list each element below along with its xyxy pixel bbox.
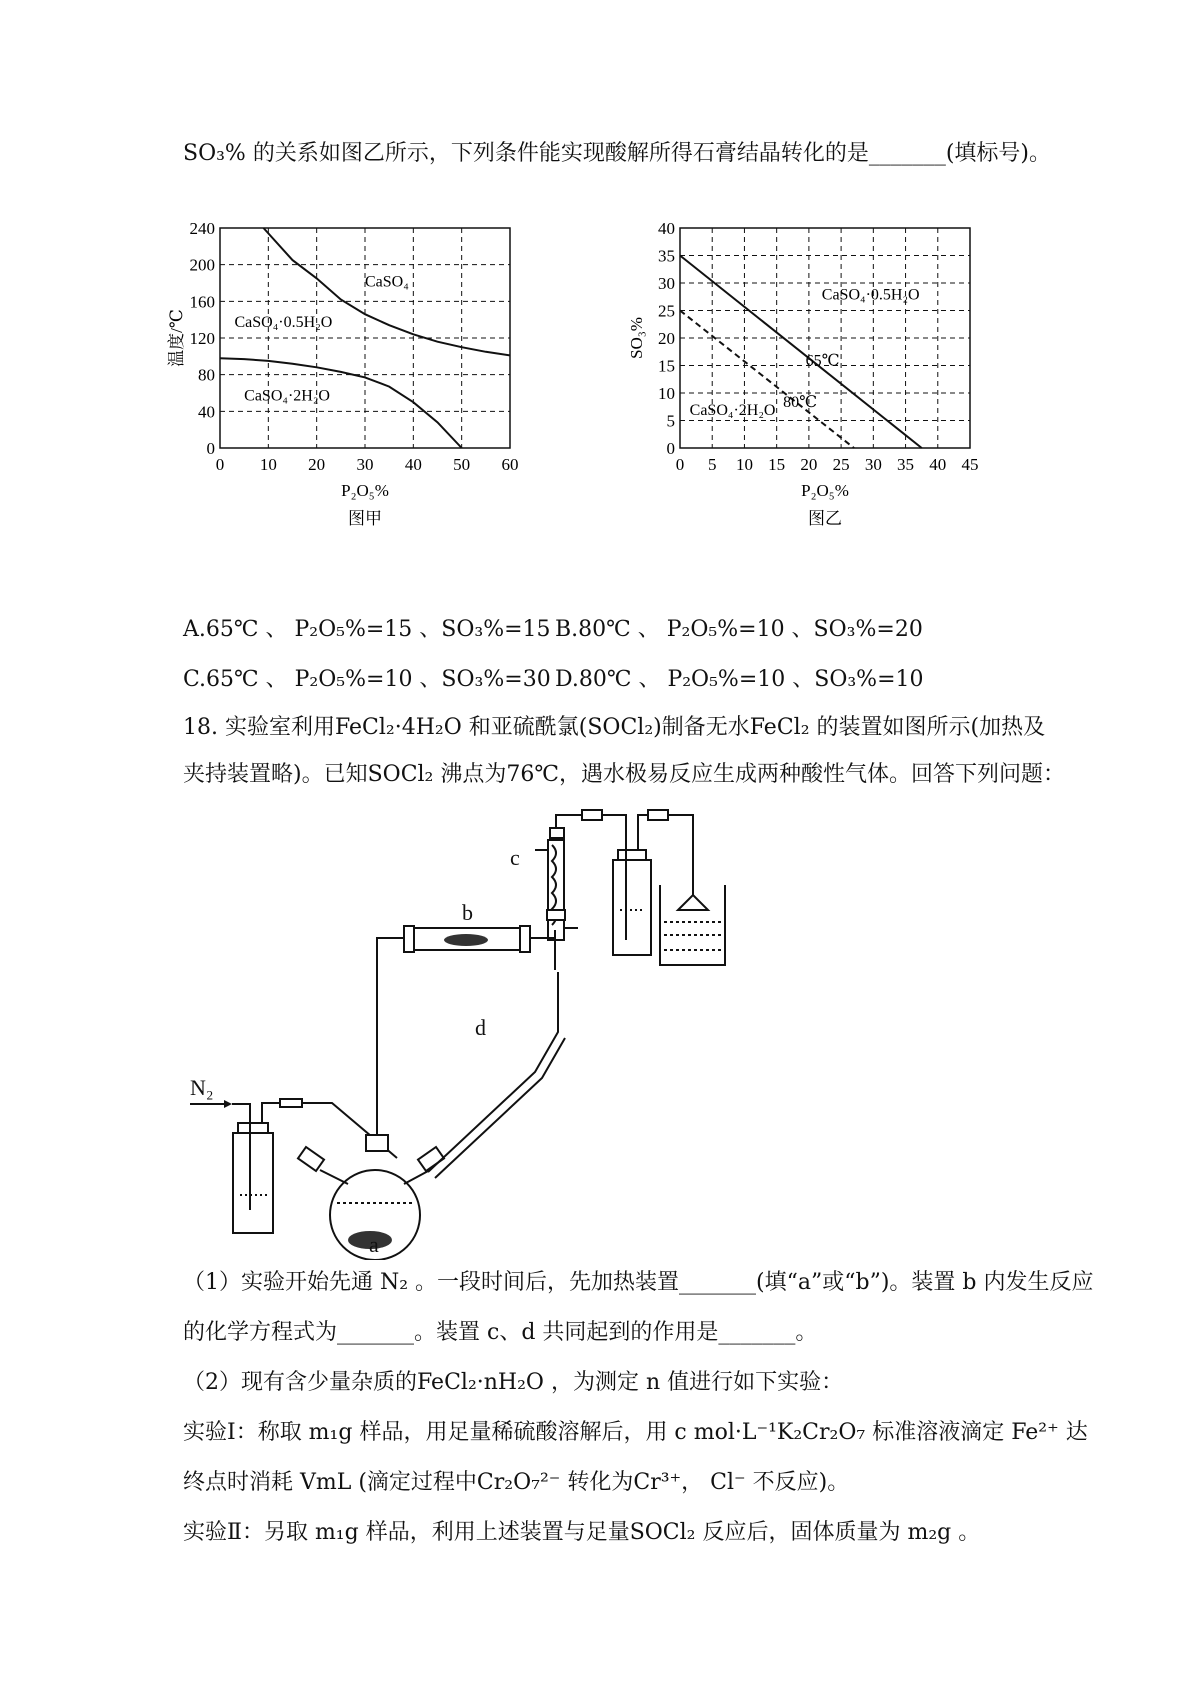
annotation-label: CaSO₄·2H₂O	[244, 387, 330, 405]
annotation-label: 65℃	[805, 352, 840, 370]
intro-line: SO₃% 的关系如图乙所示，下列条件能实现酸解所得石膏结晶转化的是_______(填标号)。	[183, 141, 1051, 166]
x-tick-label: 40	[929, 455, 947, 474]
chart-caption: 图甲	[348, 509, 382, 528]
label-d: d	[475, 1015, 486, 1040]
chart-jia	[160, 210, 580, 550]
x-tick-label: 10	[735, 455, 753, 474]
y-tick-label: 240	[189, 219, 215, 238]
label-a: a	[369, 1232, 379, 1257]
y-tick-label: 10	[658, 384, 675, 403]
y-tick-label: 80	[198, 365, 215, 385]
y-tick-label: 0	[206, 439, 215, 458]
x-tick-label: 50	[453, 455, 471, 474]
y-tick-label: 200	[189, 255, 215, 275]
series-line	[680, 311, 854, 449]
x-axis-label: P₂O₅%	[341, 481, 389, 500]
option-d: D.80℃ 、 P₂O₅%=10 、SO₃%=10	[555, 667, 924, 692]
sub1-line1: （1）实验开始先通 N₂ 。一段时间后，先加热装置_______(填“a”或“b”)。装置 b 内发生反应	[183, 1270, 1094, 1295]
option-a: A.65℃ 、 P₂O₅%=15 、SO₃%=15	[183, 617, 551, 642]
chart-yi	[620, 210, 1040, 550]
wash-bottle-left	[233, 1133, 273, 1233]
apparatus-diagram	[180, 800, 1020, 1260]
x-tick-label: 40	[404, 455, 422, 474]
q18-line2: 夹持装置略)。已知SOCl₂ 沸点为76℃，遇水极易反应生成两种酸性气体。回答下列问题：	[183, 762, 1065, 787]
annotation-label: CaSO₄·0.5H₂O	[234, 314, 333, 331]
y-tick-label: 5	[666, 411, 675, 431]
label-c: c	[510, 845, 520, 870]
label-b: b	[462, 900, 473, 925]
y-tick-label: 30	[658, 274, 675, 293]
x-tick-label: 30	[864, 455, 882, 474]
y-tick-label: 40	[198, 402, 215, 422]
x-tick-label: 20	[308, 455, 326, 474]
y-tick-label: 120	[189, 329, 215, 348]
x-tick-label: 30	[356, 455, 374, 474]
y-axis-label: 温度/℃	[167, 309, 186, 367]
sub1-line2: 的化学方程式为_______。装置 c、d 共同起到的作用是_______。	[183, 1320, 818, 1345]
y-tick-label: 40	[658, 219, 675, 238]
exp1-line2: 终点时消耗 VmL (滴定过程中Cr₂O₇²⁻ 转化为Cr³⁺， Cl⁻ 不反应)。	[183, 1470, 850, 1495]
x-tick-label: 45	[961, 455, 979, 474]
series-line	[264, 228, 511, 355]
annotation-label: CaSO₄·0.5H₂O	[821, 286, 920, 304]
exp1-line1: 实验Ⅰ：称取 m₁g 样品，用足量稀硫酸溶解后，用 c mol·L⁻¹K₂Cr₂O₇ 标准溶液滴定 Fe²⁺ 达	[183, 1420, 1088, 1445]
option-c: C.65℃ 、 P₂O₅%=10 、SO₃%=30	[183, 667, 551, 692]
series-line	[680, 256, 922, 449]
y-tick-label: 20	[658, 329, 675, 348]
y-tick-label: 15	[658, 356, 675, 376]
x-tick-label: 15	[768, 455, 786, 474]
x-tick-label: 20	[800, 455, 818, 474]
y-tick-label: 0	[666, 439, 675, 458]
x-tick-label: 0	[215, 455, 225, 474]
exp2-line: 实验Ⅱ：另取 m₁g 样品，利用上述装置与足量SOCl₂ 反应后，固体质量为 m₂g 。	[183, 1520, 981, 1545]
annotation-label: CaSO₄	[365, 273, 409, 291]
n2-label: N₂	[190, 1075, 214, 1100]
x-tick-label: 35	[897, 455, 915, 474]
y-axis-label: SO₃%	[627, 317, 646, 359]
wash-bottle-right	[613, 860, 651, 955]
x-tick-label: 0	[675, 455, 685, 474]
option-b: B.80℃ 、 P₂O₅%=10 、SO₃%=20	[555, 617, 923, 642]
x-tick-label: 25	[832, 455, 850, 474]
annotation-label: CaSO₄·2H₂O	[689, 402, 776, 419]
y-tick-label: 160	[189, 292, 215, 312]
x-axis-label: P₂O₅%	[801, 481, 849, 500]
x-tick-label: 60	[501, 455, 519, 474]
chart-caption: 图乙	[808, 509, 842, 528]
x-tick-label: 5	[707, 455, 717, 474]
sub2-line: （2）现有含少量杂质的FeCl₂·nH₂O ，为测定 n 值进行如下实验：	[183, 1370, 844, 1395]
q18-line1: 18. 实验室利用FeCl₂·4H₂O 和亚硫酰氯(SOCl₂)制备无水FeCl₂ 的装置如图所示(加热及	[183, 715, 1046, 740]
annotation-label: 80℃	[783, 393, 818, 411]
x-tick-label: 10	[259, 455, 277, 474]
y-tick-label: 25	[658, 301, 675, 321]
y-tick-label: 35	[658, 246, 675, 266]
